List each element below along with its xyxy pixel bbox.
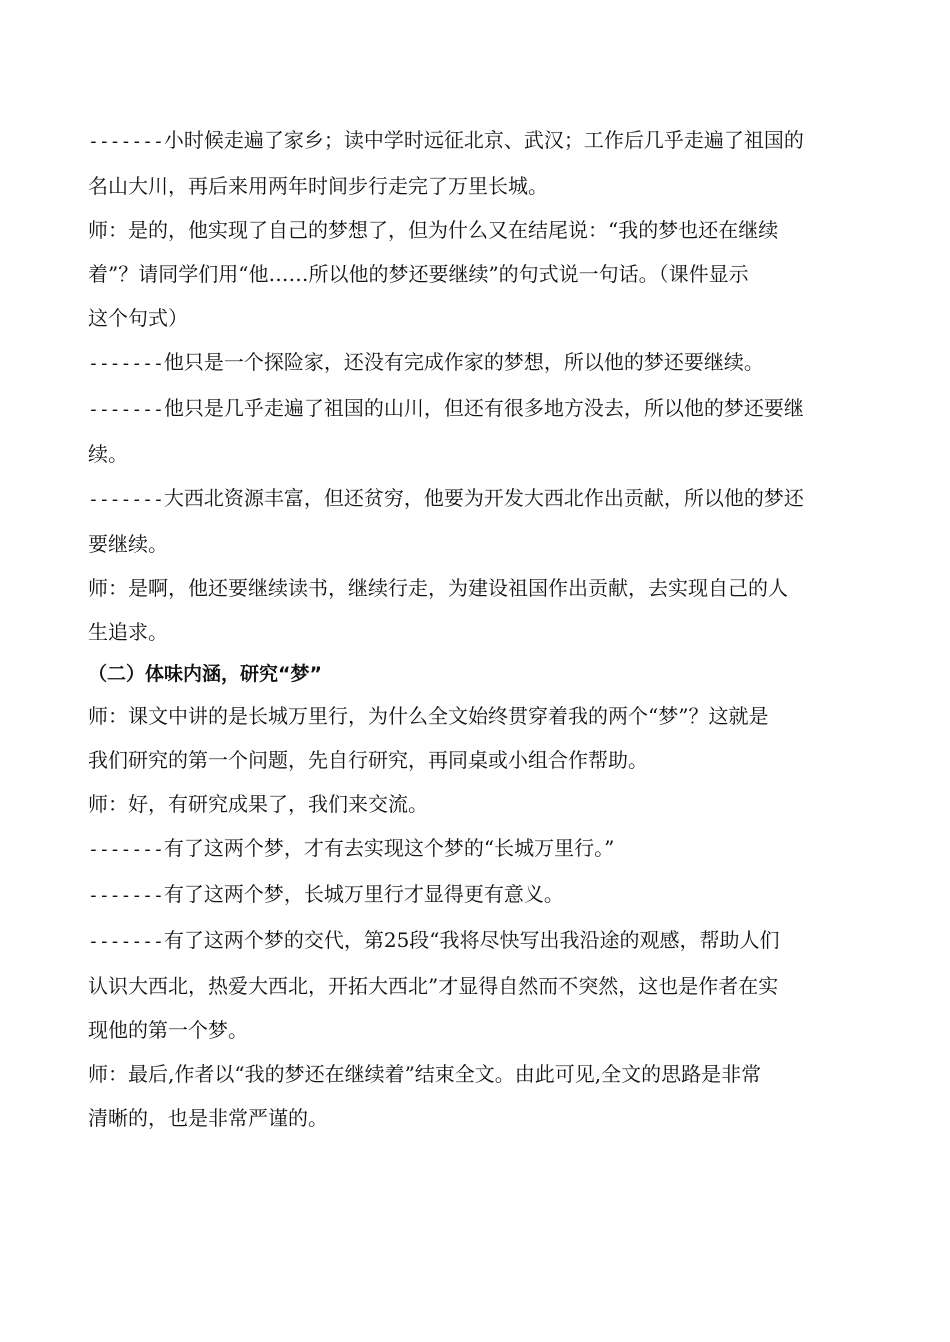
text-line: -------他只是几乎走遍了祖国的山川，但还有很多地方没去，所以他的梦还要继 xyxy=(88,396,804,420)
text-line: 师：是啊，他还要继续读书，继续行走，为建设祖国作出贡献，去实现自己的人 xyxy=(88,576,788,600)
section-one xyxy=(88,118,868,654)
document-body xyxy=(88,118,868,1140)
text-line: -------有了这两个梦，长城万里行才显得更有意义。 xyxy=(88,882,564,906)
text-line: 名山大川，再后来用两年时间步行走完了万里长城。 xyxy=(88,174,548,198)
text-line: -------大西北资源丰富，但还贫穷，他要为开发大西北作出贡献，所以他的梦还 xyxy=(88,486,804,510)
text-line: 师：最后,作者以“我的梦还在继续着”结束全文。由此可见,全文的思路是非常 xyxy=(88,1062,762,1086)
text-line: 师：是的，他实现了自己的梦想了，但为什么又在结尾说：“我的梦也还在继续 xyxy=(88,218,779,242)
text-line: 要继续。 xyxy=(88,532,168,556)
text-line: -------他只是一个探险家，还没有完成作家的梦想，所以他的梦还要继续。 xyxy=(88,350,764,374)
text-line: 续。 xyxy=(88,442,128,466)
text-line: 着”？请同学们用“他……所以他的梦还要继续”的句式说一句话。（课件显示 xyxy=(88,262,749,286)
text-line: 认识大西北，热爱大西北，开拓大西北”才显得自然而不突然，这也是作者在实 xyxy=(88,974,779,998)
text-line: 清晰的，也是非常严谨的。 xyxy=(88,1106,328,1130)
text-line: 生追求。 xyxy=(88,620,168,644)
section-heading: （二）体味内涵，研究“梦” xyxy=(88,663,322,685)
text-line: 现他的第一个梦。 xyxy=(88,1018,248,1042)
text-line: 我们研究的第一个问题，先自行研究，再同桌或小组合作帮助。 xyxy=(88,748,648,772)
text-line: -------有了这两个梦，才有去实现这个梦的“长城万里行。” xyxy=(88,836,615,860)
text-line: 师：好，有研究成果了，我们来交流。 xyxy=(88,792,428,816)
text-line: -------小时候走遍了家乡；读中学时远征北京、武汉；工作后几乎走遍了祖国的 xyxy=(88,128,804,152)
text-line: 这个句式） xyxy=(88,306,188,330)
text-line: 师：课文中讲的是长城万里行，为什么全文始终贯穿着我的两个“梦”？这就是 xyxy=(88,704,769,728)
section-two xyxy=(88,694,868,1140)
text-line: -------有了这两个梦的交代，第25段“我将尽快写出我沿途的观感，帮助人们 xyxy=(88,928,780,952)
